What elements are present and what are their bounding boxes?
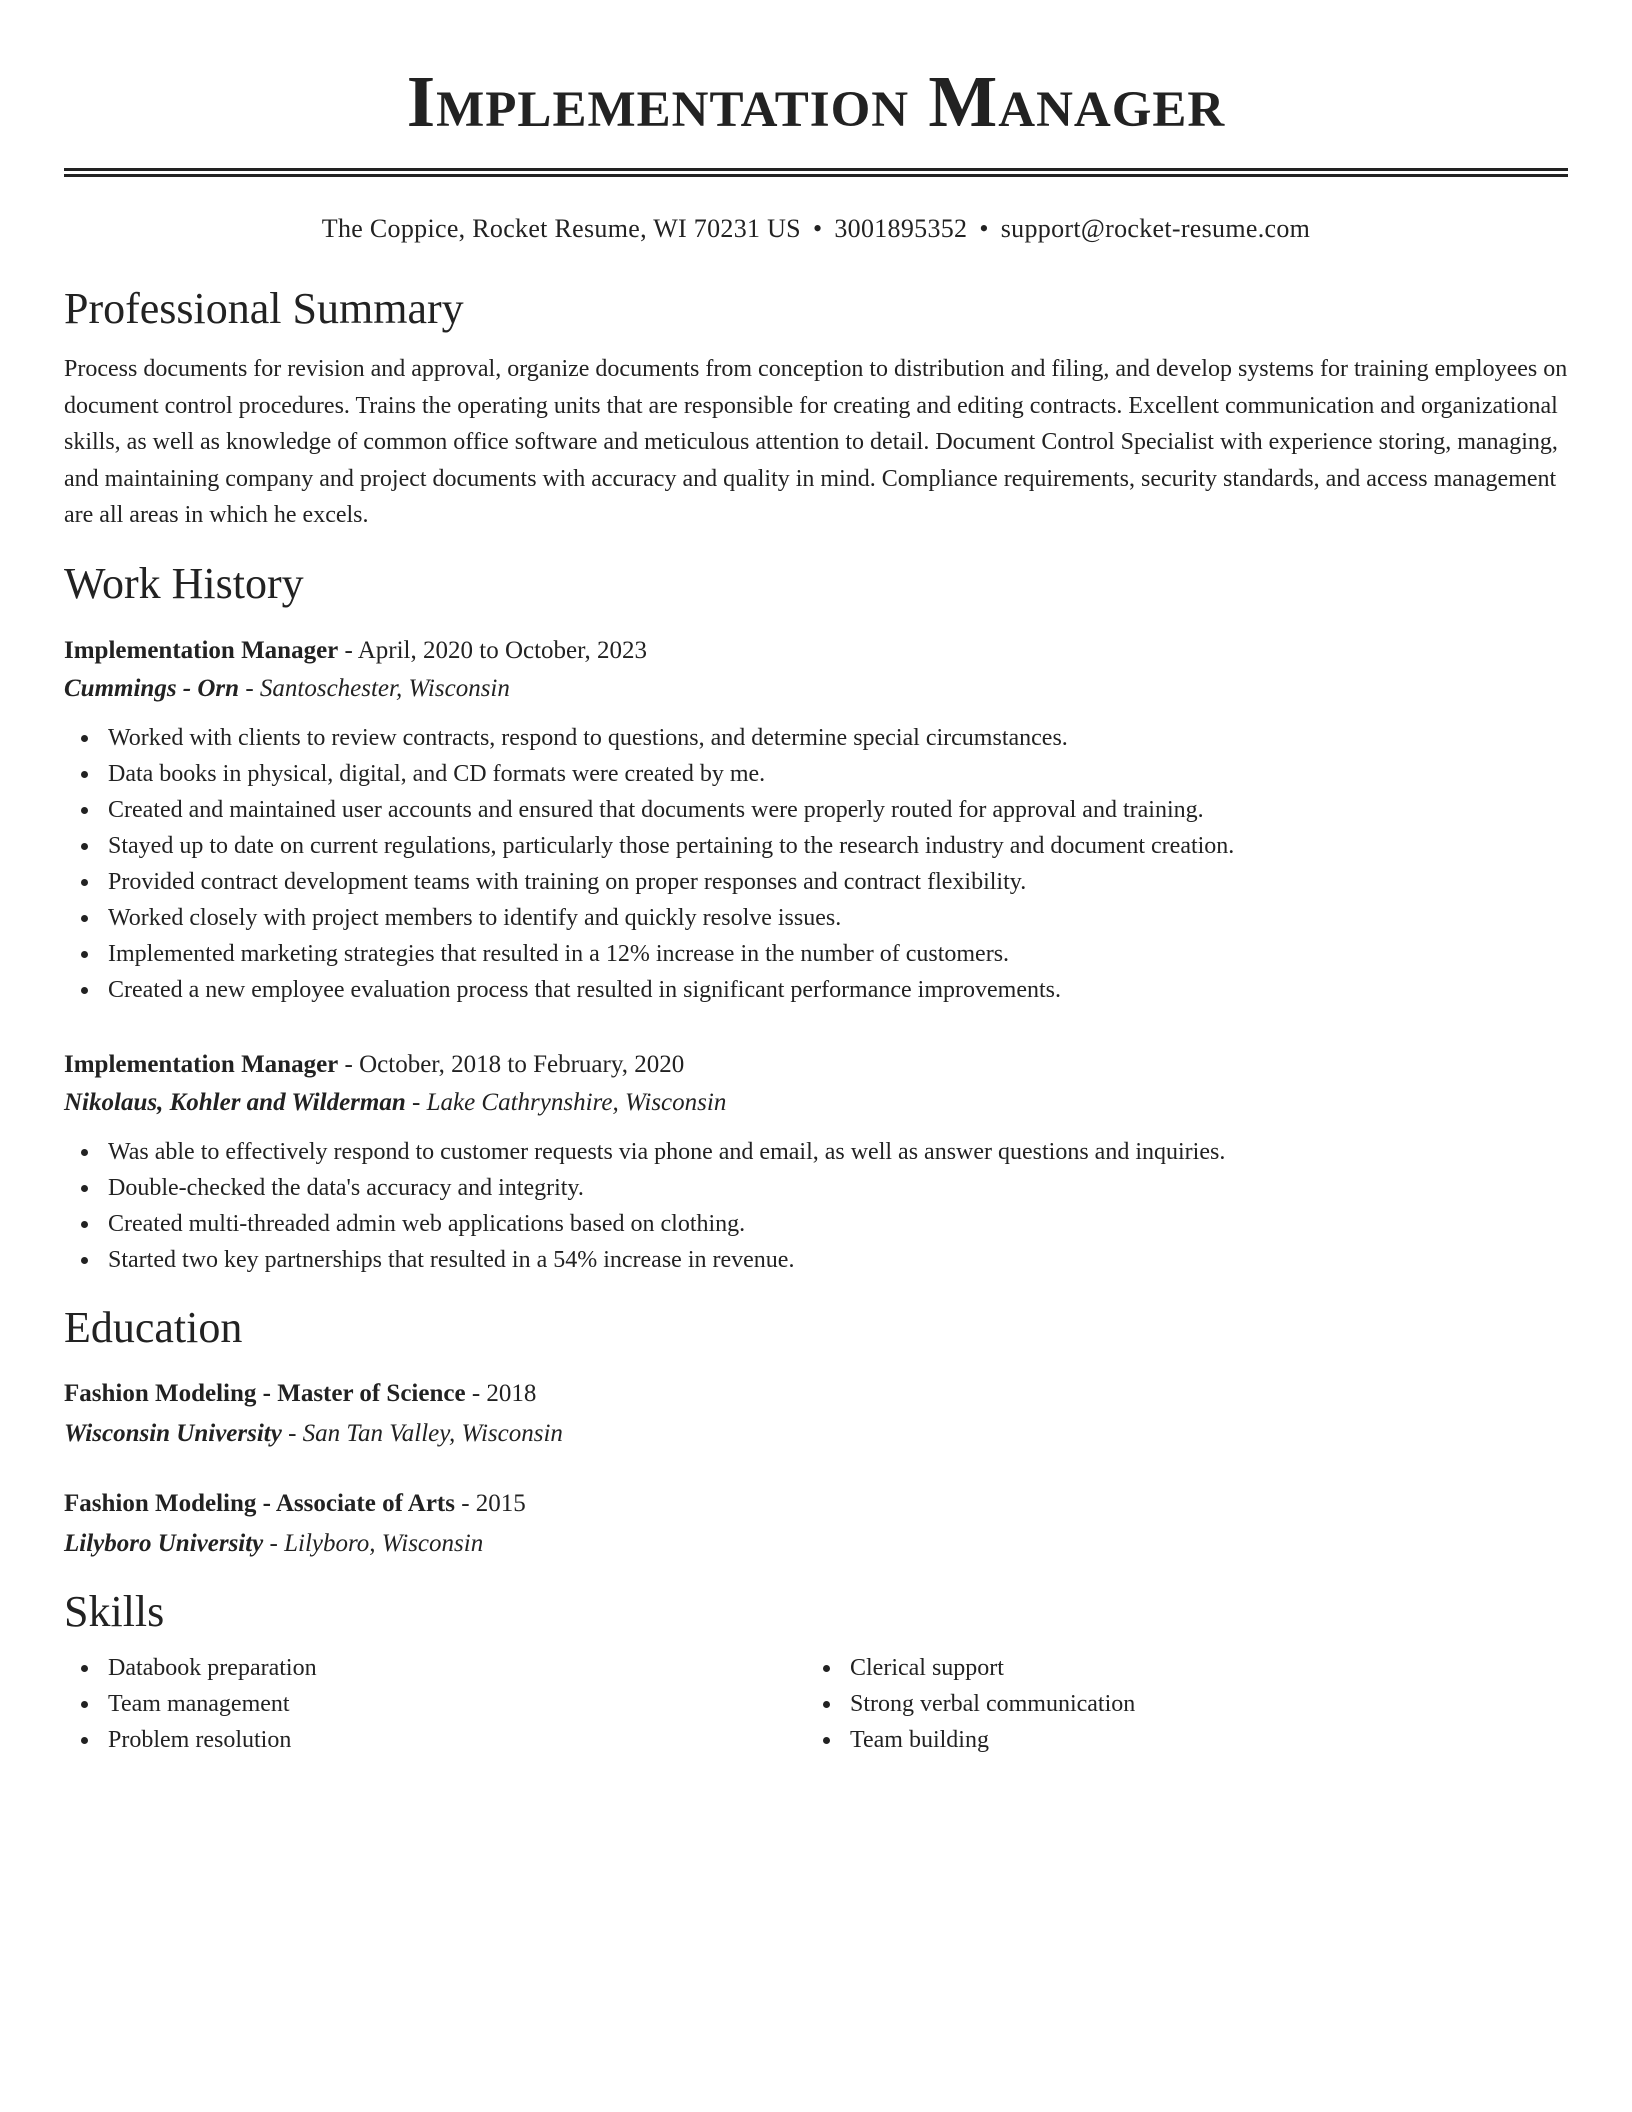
job-bullet: Stayed up to date on current regulations, particularly those pertaining to the research industry and document creation.	[108, 828, 1568, 864]
degree-year: - 2015	[454, 1489, 526, 1517]
contact-separator: •	[812, 214, 823, 243]
header-double-rule	[64, 168, 1568, 177]
job-company-line	[64, 670, 1568, 708]
job-bullet: Data books in physical, digital, and CD formats were created by me.	[108, 756, 1568, 792]
contact-line	[64, 213, 1568, 245]
contact-address: The Coppice, Rocket Resume, WI 70231 US	[321, 214, 801, 243]
work-history-heading: Work History	[64, 558, 304, 608]
skill-item: Team building	[850, 1722, 1548, 1758]
degree: Fashion Modeling - Associate of Arts	[64, 1489, 455, 1517]
degree-line	[64, 1374, 1568, 1414]
job-bullet: Started two key partnerships that resulted in a 54% increase in revenue.	[108, 1242, 1568, 1278]
job-company-line	[64, 1084, 1568, 1122]
job-title: Implementation Manager	[64, 636, 339, 664]
job-company: Nikolaus, Kohler and Wilderman	[64, 1088, 406, 1116]
school: Lilyboro University	[64, 1529, 264, 1557]
job-location: - Santoschester, Wisconsin	[239, 674, 510, 702]
contact-separator: •	[979, 214, 989, 243]
education-heading: Education	[64, 1302, 243, 1352]
job-title-line	[64, 1046, 1568, 1084]
job-bullet: Implemented marketing strategies that resulted in a 12% increase in the number of customers.	[108, 936, 1568, 972]
job-dates: - October, 2018 to February, 2020	[338, 1050, 685, 1078]
degree: Fashion Modeling - Master of Science	[64, 1379, 466, 1407]
contact-email: support@rocket-resume.com	[1000, 214, 1311, 243]
education-entry	[64, 1484, 1568, 1564]
school-line	[64, 1524, 1568, 1564]
skill-item: Clerical support	[850, 1650, 1548, 1686]
job-location: - Lake Cathrynshire, Wisconsin	[405, 1088, 727, 1116]
skills-heading: Skills	[64, 1586, 165, 1636]
summary-text: Process documents for revision and approval, organize documents from conception to distribution and filing, and develop systems for training employees on document control procedures. Trains the operating units that are responsible for creating and editing contracts. Excellent communication and organizational skills, as well as knowledge of common office software and meticulous attention to detail. Document Control Specialist with experience storing, managing, and maintaining company and project documents with accuracy and quality in mind. Compliance requirements, security standards, and access management are all areas in which he excels.	[64, 356, 1568, 528]
job-bullet: Worked closely with project members to identify and quickly resolve issues.	[108, 900, 1568, 936]
job-bullet: Worked with clients to review contracts, respond to questions, and determine special circumstances.	[108, 720, 1568, 756]
skills-column-right	[806, 1650, 1548, 1758]
school-location: - San Tan Valley, Wisconsin	[281, 1419, 563, 1447]
job-entry	[64, 1046, 1568, 1278]
school: Wisconsin University	[64, 1419, 282, 1447]
job-bullet: Provided contract development teams with training on proper responses and contract flexibility.	[108, 864, 1568, 900]
skill-item: Problem resolution	[108, 1722, 806, 1758]
education-entry	[64, 1374, 1568, 1454]
contact-phone: 3001895352	[834, 214, 968, 243]
job-bullet: Created a new employee evaluation process that resulted in significant performance improvements.	[108, 972, 1568, 1008]
degree-year: - 2018	[465, 1379, 537, 1407]
job-title: Implementation Manager	[64, 1050, 339, 1078]
resume-name: Implementation Manager	[406, 61, 1226, 142]
job-dates: - April, 2020 to October, 2023	[338, 636, 647, 664]
job-bullet: Double-checked the data's accuracy and integrity.	[108, 1170, 1568, 1206]
school-location: - Lilyboro, Wisconsin	[263, 1529, 484, 1557]
job-bullets	[64, 1134, 1568, 1278]
job-bullets	[64, 720, 1568, 1008]
job-title-line	[64, 632, 1568, 670]
skills-column-left	[64, 1650, 806, 1758]
job-bullet: Created and maintained user accounts and ensured that documents were properly routed for approval and training.	[108, 792, 1568, 828]
skill-item: Team management	[108, 1686, 806, 1722]
job-bullet: Created multi-threaded admin web applications based on clothing.	[108, 1206, 1568, 1242]
skill-item: Databook preparation	[108, 1650, 806, 1686]
job-entry	[64, 632, 1568, 1008]
job-company: Cummings - Orn	[64, 674, 240, 702]
skill-item: Strong verbal communication	[850, 1686, 1548, 1722]
job-bullet: Was able to effectively respond to customer requests via phone and email, as well as answer questions and inquiries.	[108, 1134, 1568, 1170]
skills-grid	[64, 1650, 1568, 1758]
degree-line	[64, 1484, 1568, 1524]
school-line	[64, 1414, 1568, 1454]
summary-heading: Professional Summary	[64, 284, 464, 333]
